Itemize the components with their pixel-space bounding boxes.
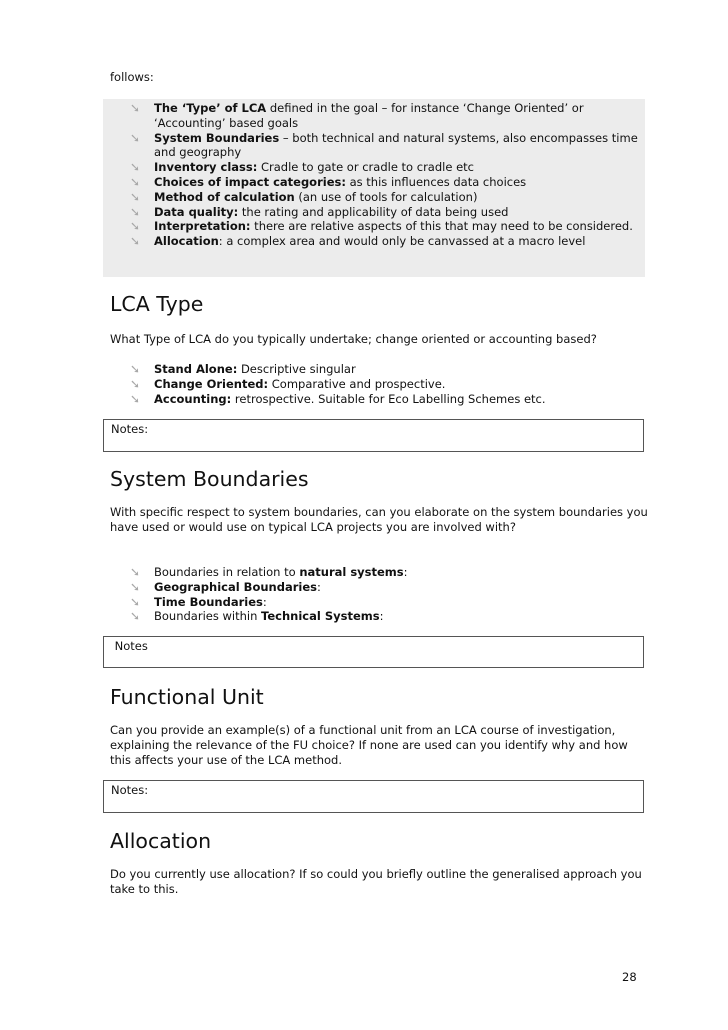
notes-box[interactable] xyxy=(103,780,644,813)
section-heading-functional-unit: Functional Unit xyxy=(110,685,264,709)
notes-label: Notes xyxy=(111,639,148,653)
list-item: ➘ Inventory class: Cradle to gate or cradle to cradle etc xyxy=(130,160,474,175)
list-item: ➘ Boundaries in relation to natural systems: xyxy=(130,565,408,579)
system-boundaries-list xyxy=(130,565,644,624)
list-item: ➘ Change Oriented: Comparative and prospective. xyxy=(130,376,446,391)
lca-type-list xyxy=(130,362,644,406)
diagonal-arrow-icon: ➘ xyxy=(130,219,141,234)
diagonal-arrow-icon: ➘ xyxy=(130,204,141,219)
diagonal-arrow-icon: ➘ xyxy=(130,362,141,376)
notes-label: Notes: xyxy=(111,783,149,797)
diagonal-arrow-icon: ➘ xyxy=(130,376,141,391)
list-item: ➘ Accounting: retrospective. Suitable for Eco Labelling Schemes etc. xyxy=(130,391,546,406)
diagonal-arrow-icon: ➘ xyxy=(130,160,141,175)
diagonal-arrow-icon: ➘ xyxy=(130,391,141,406)
goal-items-list xyxy=(130,101,644,249)
list-item: ➘ Geographical Boundaries: xyxy=(130,579,321,594)
list-item: ➘ Method of calculation (an use of tools for calculation) xyxy=(130,189,478,204)
list-item: ➘ System Boundaries – both technical and natural systems, also encompasses time and geography xyxy=(130,130,638,160)
list-item: ➘ Stand Alone: Descriptive singular xyxy=(130,362,356,376)
section-heading-system-boundaries: System Boundaries xyxy=(110,467,309,491)
list-item: ➘ Choices of impact categories: as this influences data choices xyxy=(130,174,527,189)
list-item: ➘ The ‘Type’ of LCA defined in the goal – for instance ‘Change Oriented’ or ‘Accounting’ based goals xyxy=(130,101,584,130)
diagonal-arrow-icon: ➘ xyxy=(130,174,141,189)
diagonal-arrow-icon: ➘ xyxy=(130,189,141,204)
notes-box[interactable] xyxy=(103,636,644,668)
diagonal-arrow-icon: ➘ xyxy=(130,130,141,145)
page-number: 28 xyxy=(622,970,637,984)
list-item: ➘ Data quality: the rating and applicability of data being used xyxy=(130,204,509,219)
list-item: ➘ Interpretation: there are relative aspects of this that may need to be considered. xyxy=(130,219,633,234)
list-item: ➘ Boundaries within Technical Systems: xyxy=(130,609,384,624)
list-item: ➘ Allocation: a complex area and would only be canvassed at a macro level xyxy=(130,234,586,249)
notes-label: Notes: xyxy=(111,422,149,436)
diagonal-arrow-icon: ➘ xyxy=(130,579,141,594)
section-heading-lca-type: LCA Type xyxy=(110,292,204,316)
system-boundaries-question: With specific respect to system boundaries, can you elaborate on the system boundaries you have used or would use on typical LCA projects you are involved with? xyxy=(110,505,648,534)
section-heading-allocation: Allocation xyxy=(110,829,212,853)
list-item: ➘ Time Boundaries: xyxy=(130,594,267,609)
lca-type-question: What Type of LCA do you typically undertake; change oriented or accounting based? xyxy=(110,332,597,346)
allocation-question: Do you currently use allocation? If so could you briefly outline the generalised approach you take to this. xyxy=(110,867,642,896)
intro-text: follows: xyxy=(110,70,154,84)
diagonal-arrow-icon: ➘ xyxy=(130,565,141,579)
diagonal-arrow-icon: ➘ xyxy=(130,609,141,624)
functional-unit-question: Can you provide an example(s) of a functional unit from an LCA course of investigation, explaining the relevance of the FU choice? If none are used can you identify why and how this affects your use of the LCA method. xyxy=(110,723,628,767)
diagonal-arrow-icon: ➘ xyxy=(130,594,141,609)
diagonal-arrow-icon: ➘ xyxy=(130,101,141,115)
notes-box[interactable] xyxy=(103,419,644,452)
diagonal-arrow-icon: ➘ xyxy=(130,234,141,249)
